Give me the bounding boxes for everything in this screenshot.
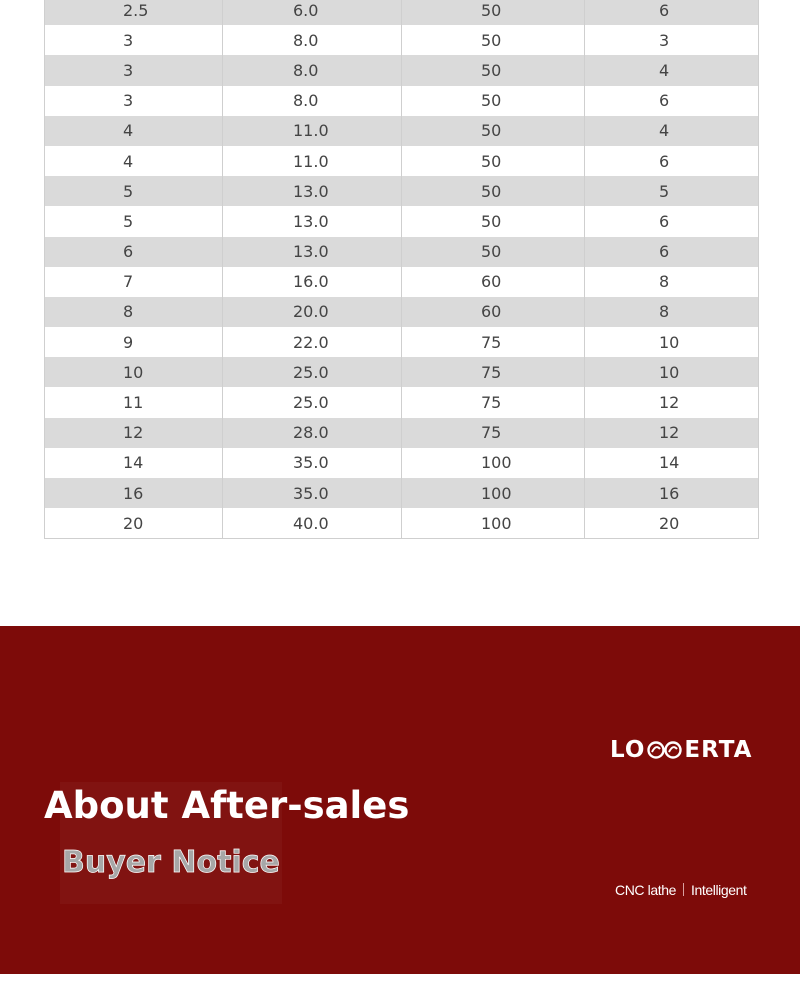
table-cell: 4 [45, 146, 223, 176]
table-cell: 100 [402, 508, 585, 539]
table-cell: 8 [585, 267, 759, 297]
table-cell: 100 [402, 448, 585, 478]
table-row [45, 297, 759, 327]
table-cell: 5 [45, 176, 223, 206]
table-cell: 13.0 [223, 176, 402, 206]
table-cell: 50 [402, 0, 585, 25]
brand-logo-text-right: ERTA [684, 737, 753, 763]
table-cell: 25.0 [223, 387, 402, 417]
table-row [45, 448, 759, 478]
table-cell: 35.0 [223, 478, 402, 508]
table-cell: 20 [45, 508, 223, 539]
table-cell: 16 [45, 478, 223, 508]
table-cell: 3 [585, 25, 759, 55]
table-cell: 6 [585, 0, 759, 25]
table-cell: 28.0 [223, 418, 402, 448]
buyer-notice-panel [60, 782, 282, 904]
table-cell: 75 [402, 418, 585, 448]
table-row [45, 116, 759, 146]
table-cell: 25.0 [223, 357, 402, 387]
table-row [45, 357, 759, 387]
table-row [45, 237, 759, 267]
table-cell: 10 [585, 327, 759, 357]
table-row [45, 0, 759, 25]
table-cell: 3 [45, 86, 223, 116]
brand-logo [610, 737, 752, 763]
table-cell: 13.0 [223, 237, 402, 267]
table-cell: 11 [45, 387, 223, 417]
table-cell: 75 [402, 327, 585, 357]
table-cell: 8.0 [223, 86, 402, 116]
table-cell: 11.0 [223, 116, 402, 146]
table-cell: 100 [402, 478, 585, 508]
table-cell: 6.0 [223, 0, 402, 25]
table-cell: 14 [585, 448, 759, 478]
tagline [615, 882, 747, 898]
table-row [45, 418, 759, 448]
table-cell: 12 [45, 418, 223, 448]
table-cell: 16.0 [223, 267, 402, 297]
table-row [45, 508, 759, 539]
table-cell: 3 [45, 55, 223, 85]
table-cell: 75 [402, 357, 585, 387]
tagline-divider [683, 883, 684, 896]
table-cell: 60 [402, 267, 585, 297]
tagline-left: CNC lathe [615, 882, 676, 898]
after-sales-banner [0, 626, 800, 974]
table-cell: 7 [45, 267, 223, 297]
table-row [45, 146, 759, 176]
tagline-right: Intelligent [690, 882, 747, 898]
spec-table [44, 0, 759, 539]
table-cell: 50 [402, 55, 585, 85]
table-cell: 9 [45, 327, 223, 357]
table-cell: 12 [585, 418, 759, 448]
table-cell: 20 [585, 508, 759, 539]
table-cell: 50 [402, 116, 585, 146]
table-cell: 14 [45, 448, 223, 478]
table-cell: 22.0 [223, 327, 402, 357]
table-cell: 6 [585, 86, 759, 116]
table-row [45, 327, 759, 357]
table-cell: 6 [585, 206, 759, 236]
swirl-oo-mark-icon [647, 740, 683, 760]
table-cell: 11.0 [223, 146, 402, 176]
table-row [45, 267, 759, 297]
table-cell: 4 [585, 116, 759, 146]
table-cell: 50 [402, 206, 585, 236]
table-cell: 8 [45, 297, 223, 327]
table-cell: 75 [402, 387, 585, 417]
buyer-notice-label: Buyer Notice [62, 845, 280, 880]
table-row [45, 176, 759, 206]
table-row [45, 478, 759, 508]
table-cell: 50 [402, 146, 585, 176]
table-cell: 12 [585, 387, 759, 417]
brand-logo-text-left: LO [610, 737, 646, 763]
table-cell: 10 [45, 357, 223, 387]
table-cell: 35.0 [223, 448, 402, 478]
table-cell: 50 [402, 86, 585, 116]
table-cell: 8.0 [223, 55, 402, 85]
table-cell: 2.5 [45, 0, 223, 25]
table-cell: 10 [585, 357, 759, 387]
table-row [45, 25, 759, 55]
table-cell: 6 [585, 237, 759, 267]
table-cell: 13.0 [223, 206, 402, 236]
table-cell: 16 [585, 478, 759, 508]
table-row [45, 55, 759, 85]
table-cell: 60 [402, 297, 585, 327]
table-cell: 5 [585, 176, 759, 206]
spec-table-body [45, 0, 759, 539]
table-cell: 50 [402, 237, 585, 267]
table-cell: 8.0 [223, 25, 402, 55]
table-cell: 5 [45, 206, 223, 236]
table-cell: 6 [45, 237, 223, 267]
table-cell: 3 [45, 25, 223, 55]
table-cell: 4 [585, 55, 759, 85]
table-cell: 6 [585, 146, 759, 176]
table-row [45, 206, 759, 236]
table-row [45, 387, 759, 417]
table-cell: 50 [402, 25, 585, 55]
table-cell: 8 [585, 297, 759, 327]
table-cell: 50 [402, 176, 585, 206]
table-cell: 40.0 [223, 508, 402, 539]
banner-title: About After-sales [44, 784, 410, 827]
table-row [45, 86, 759, 116]
table-cell: 4 [45, 116, 223, 146]
table-cell: 20.0 [223, 297, 402, 327]
